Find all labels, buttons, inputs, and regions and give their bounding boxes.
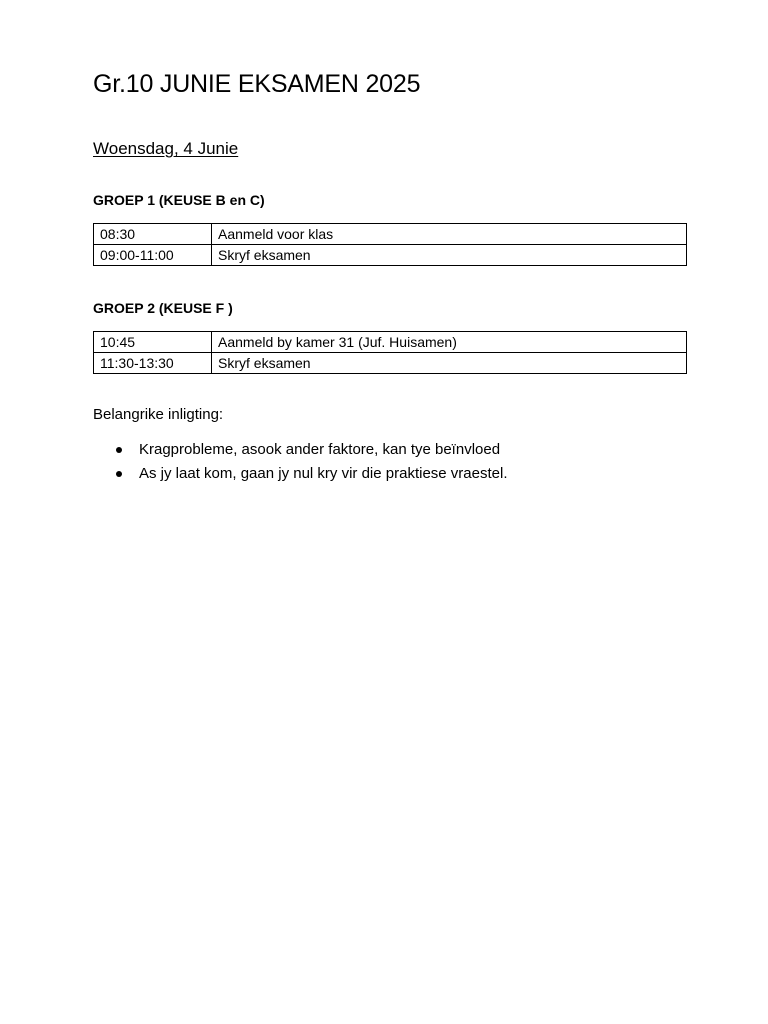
table-row — [94, 245, 687, 266]
time-cell: 09:00-11:00 — [94, 245, 212, 266]
list-item-text: Kragprobleme, asook ander faktore, kan tye beïnvloed — [139, 441, 501, 458]
info-list — [93, 438, 507, 486]
table-row — [94, 332, 687, 353]
activity-cell: Aanmeld by kamer 31 (Juf. Huisamen) — [212, 332, 687, 353]
time-cell: 11:30-13:30 — [94, 353, 212, 374]
bullet-icon — [116, 447, 122, 453]
group-1-heading: GROEP 1 (KEUSE B en C) — [93, 192, 265, 208]
time-cell: 08:30 — [94, 224, 212, 245]
table-row — [94, 353, 687, 374]
list-item — [93, 438, 507, 462]
bullet-icon — [116, 471, 122, 477]
activity-cell: Skryf eksamen — [212, 353, 687, 374]
group-2-schedule-table — [93, 331, 687, 374]
activity-cell: Aanmeld voor klas — [212, 224, 687, 245]
info-label: Belangrike inligting: — [93, 406, 224, 423]
table-row — [94, 224, 687, 245]
list-item — [93, 462, 507, 486]
group-2-heading: GROEP 2 (KEUSE F ) — [93, 300, 233, 316]
document-title: Gr.10 JUNIE EKSAMEN 2025 — [93, 70, 421, 98]
day-heading: Woensdag, 4 Junie — [93, 139, 239, 158]
list-item-text: As jy laat kom, gaan jy nul kry vir die praktiese vraestel. — [139, 465, 508, 482]
time-cell: 10:45 — [94, 332, 212, 353]
group-1-schedule-table — [93, 223, 687, 266]
activity-cell: Skryf eksamen — [212, 245, 687, 266]
